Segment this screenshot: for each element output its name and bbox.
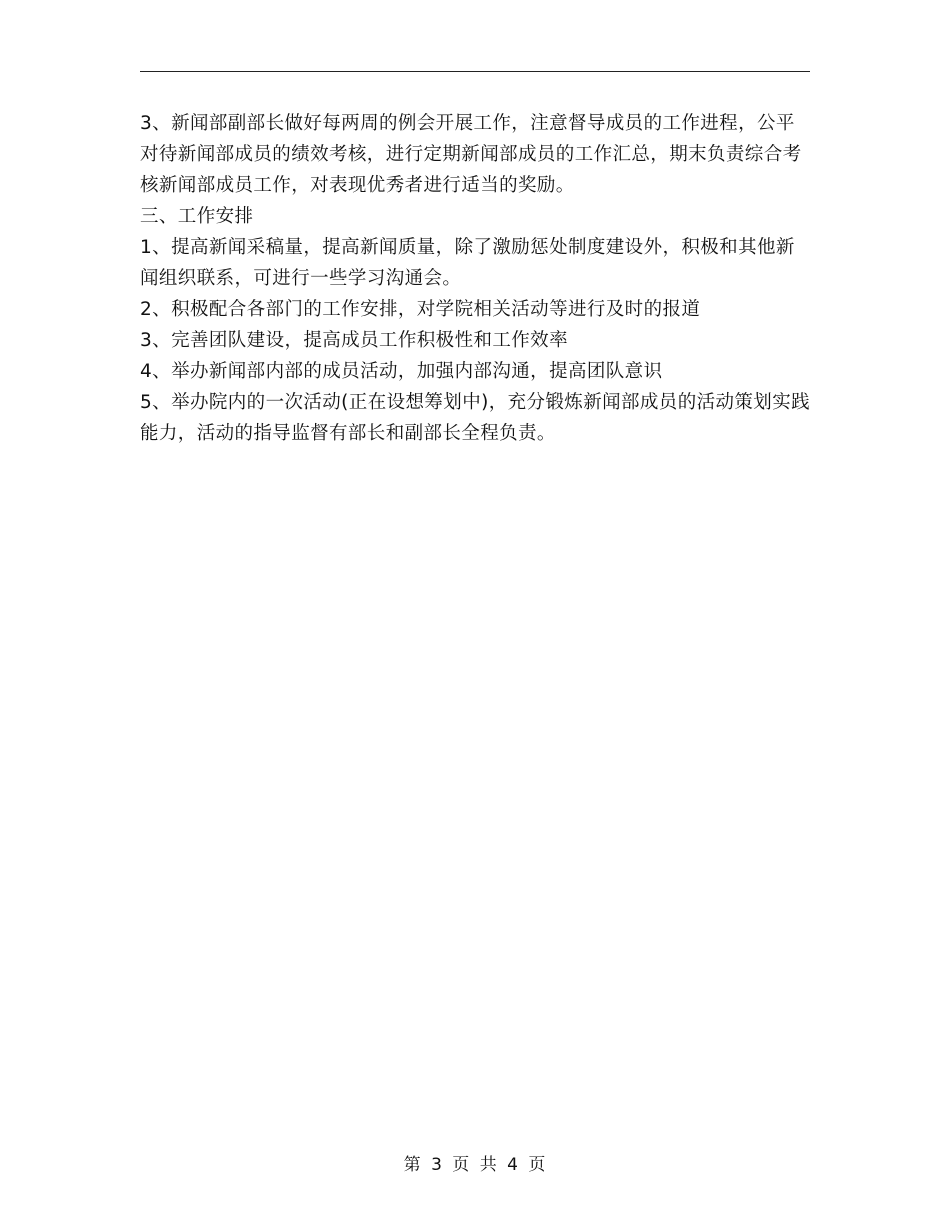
list-item-news-volume: 1、提高新闻采稿量，提高新闻质量，除了激励惩处制度建设外，积极和其他新闻组织联系，可进行一些学习沟通会。 bbox=[140, 237, 795, 289]
header-rule bbox=[140, 71, 810, 72]
list-item-cooperate-departments: 2、积极配合各部门的工作安排，对学院相关活动等进行及时的报道 bbox=[140, 299, 701, 320]
body-text bbox=[140, 108, 810, 449]
list-item-team-building: 3、完善团队建设，提高成员工作积极性和工作效率 bbox=[140, 330, 568, 351]
paragraph-vice-minister-duties: 3、新闻部副部长做好每两周的例会开展工作，注意督导成员的工作进程，公平对待新闻部成员的绩效考核，进行定期新闻部成员的工作汇总，期末负责综合考核新闻部成员工作，对表现优秀者进行适当的奖励。 bbox=[140, 113, 802, 196]
list-item-internal-activities: 4、举办新闻部内部的成员活动，加强内部沟通，提高团队意识 bbox=[140, 361, 663, 382]
section-heading-work-arrangement: 三、工作安排 bbox=[140, 206, 254, 227]
page-number-footer: 第 3 页 共 4 页 bbox=[403, 1155, 547, 1175]
list-item-campus-event: 5、举办院内的一次活动(正在设想筹划中)，充分锻炼新闻部成员的活动策划实践能力，活动的指导监督有部长和副部长全程负责。 bbox=[140, 392, 811, 444]
